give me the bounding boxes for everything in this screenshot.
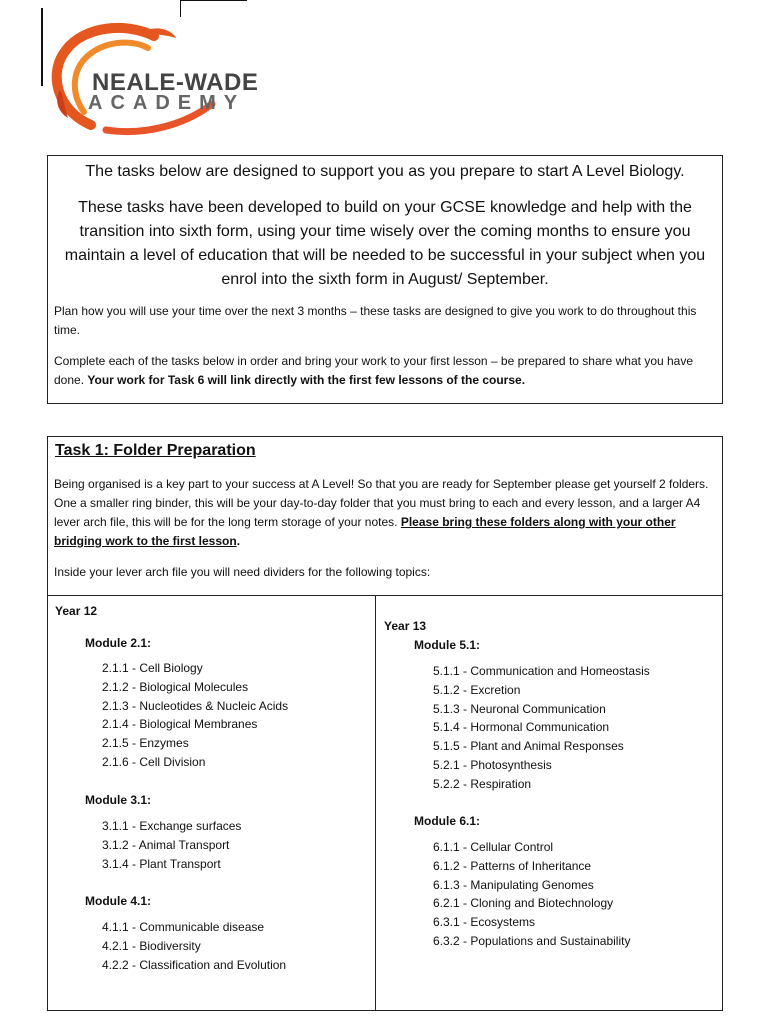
list-item: 6.1.2 - Patterns of Inheritance	[433, 858, 592, 873]
task1-box	[47, 436, 723, 1011]
intro-plan-paragraph: Plan how you will use your time over the next 3 months – these tasks are designed to give you work to do throughout this time.	[54, 304, 697, 337]
list-item: 2.1.5 - Enzymes	[102, 736, 189, 751]
module-4-1-list	[102, 918, 286, 974]
topics-table	[48, 595, 722, 1011]
module-4-1-title: Module 4.1:	[85, 894, 152, 908]
module-6-1-title: Module 6.1:	[414, 814, 481, 828]
intro-complete-paragraph	[54, 352, 714, 390]
list-item: 5.1.3 - Neuronal Communication	[433, 701, 606, 716]
list-item: 2.1.2 - Biological Molecules	[102, 679, 249, 694]
task1-body-paragraph	[54, 475, 714, 551]
module-5-1-title: Module 5.1:	[414, 638, 481, 652]
topics-column-divider	[375, 596, 376, 1011]
list-item: 4.2.2 - Classification and Evolution	[102, 957, 287, 972]
intro-lead-sentence: The tasks below are designed to support you as you prepare to start A Level Biology.	[85, 163, 685, 180]
module-5-1-list	[433, 662, 650, 794]
list-item: 5.1.2 - Excretion	[433, 682, 521, 697]
module-2-1-title: Module 2.1:	[85, 636, 152, 650]
task1-dividers-intro: Inside your lever arch file you will need dividers for the following topics:	[54, 565, 431, 579]
intro-box	[47, 155, 723, 404]
intro-complete-emphasis: Your work for Task 6 will link directly with the first few lessons of the course.	[87, 373, 526, 387]
list-item: 6.1.1 - Cellular Control	[433, 840, 554, 854]
module-6-1-list	[433, 838, 630, 951]
logo-text-academy: ACADEMY	[88, 92, 246, 114]
list-item: 5.2.2 - Respiration	[433, 776, 532, 791]
task1-body-end: .	[236, 534, 241, 548]
intro-complete-text: Complete each of the tasks below in order and bring your work to your first lesson – be prepared to share what you have done.	[54, 354, 694, 387]
list-item: 6.1.3 - Manipulating Genomes	[433, 877, 594, 892]
list-item: 5.1.4 - Hormonal Communication	[433, 720, 610, 735]
intro-lead-paragraph: These tasks have been developed to build on your GCSE knowledge and help with the transition into sixth form, using your time wisely over the coming months to ensure you maintain a level of education that will be needed to be successful in your subject when you enrol into the sixth form in August/ September.	[64, 199, 706, 288]
year13-title: Year 13	[384, 619, 427, 633]
list-item: 6.2.1 - Cloning and Biotechnology	[433, 896, 614, 911]
list-item: 4.2.1 - Biodiversity	[102, 938, 201, 953]
list-item: 2.1.3 - Nucleotides & Nucleic Acids	[102, 698, 289, 713]
list-item: 2.1.6 - Cell Division	[102, 754, 206, 769]
task1-body-emphasis: Please bring these folders along with your other bridging work to the first lesson	[54, 515, 676, 548]
module-3-1-title: Module 3.1:	[85, 793, 152, 807]
list-item: 4.1.1 - Communicable disease	[102, 920, 265, 934]
list-item: 2.1.4 - Biological Membranes	[102, 717, 258, 732]
list-item: 5.1.5 - Plant and Animal Responses	[433, 739, 624, 754]
list-item: 3.1.1 - Exchange surfaces	[102, 819, 242, 833]
list-item: 6.3.1 - Ecosystems	[433, 915, 536, 930]
list-item: 3.1.4 - Plant Transport	[102, 856, 221, 871]
list-item: 5.2.1 - Photosynthesis	[433, 757, 552, 772]
task1-title: Task 1: Folder Preparation	[55, 442, 256, 459]
list-item: 5.1.1 - Communication and Homeostasis	[433, 664, 650, 678]
module-2-1-list	[102, 659, 288, 772]
list-item: 3.1.2 - Animal Transport	[102, 837, 230, 852]
list-item: 2.1.1 - Cell Biology	[102, 661, 203, 675]
year12-title: Year 12	[55, 604, 98, 618]
list-item: 6.3.2 - Populations and Sustainability	[433, 933, 631, 948]
module-3-1-list	[102, 817, 241, 873]
task1-body-text: Being organised is a key part to your success at A Level! So that you are ready for September please get yourself 2 folders. One a smaller ring binder, this will be your day-to-day folder that you must bring to each and every lesson, and a larger A4 lever arch file, this will be for the long term storage of your notes.	[54, 477, 709, 529]
logo-text-neale-wade: NEALE-WADE	[92, 69, 259, 96]
